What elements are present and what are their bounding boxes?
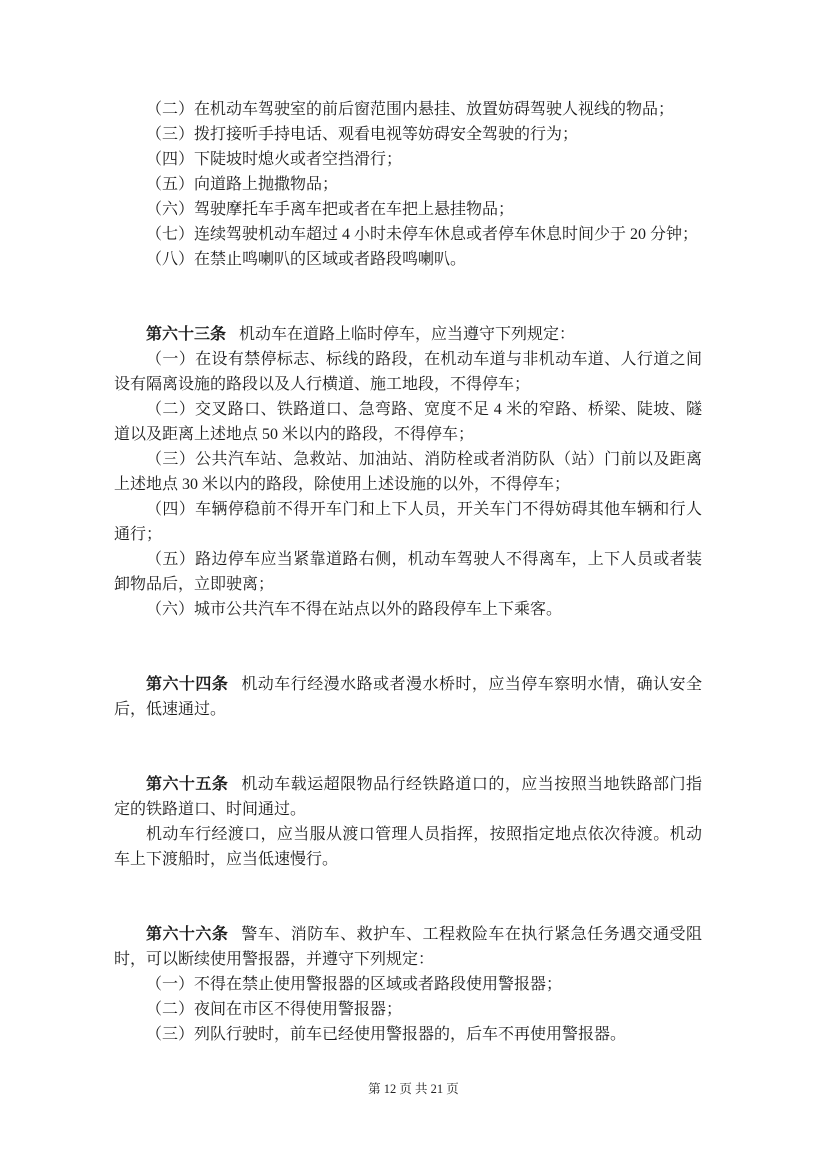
article-65-number: 第六十五条 (146, 776, 229, 793)
list-item: （一）在设有禁停标志、标线的路段，在机动车道与非机动车道、人行道之间设有隔离设施的路段以及人行横道、施工地段，不得停车； (114, 351, 702, 393)
list-item: （五）路边停车应当紧靠道路右侧，机动车驾驶人不得离车，上下人员或者装卸物品后，立即驶离； (114, 551, 702, 593)
list-item: （三）公共汽车站、急救站、加油站、消防栓或者消防队（站）门前以及距离上述地点 30 米以内的路段，除使用上述设施的以外，不得停车； (114, 451, 702, 493)
article-64-text: 机动车行经漫水路或者漫水桥时，应当停车察明水情，确认安全后，低速通过。 (114, 676, 702, 718)
article-65-paragraph-2: 机动车行经渡口，应当服从渡口管理人员指挥，按照指定地点依次待渡。机动车上下渡船时，应当低速慢行。 (114, 826, 702, 868)
article-64-number: 第六十四条 (146, 676, 229, 693)
list-item: （四）下陡坡时熄火或者空挡滑行； (146, 151, 403, 168)
list-item: （三）列队行驶时，前车已经使用警报器的，后车不再使用警报器。 (146, 1026, 627, 1043)
list-item: （三）拨打接听手持电话、观看电视等妨碍安全驾驶的行为； (146, 126, 579, 143)
page-number-text: 第 12 页 共 21 页 (368, 1082, 459, 1096)
list-item: （二）夜间在市区不得使用警报器； (146, 1001, 403, 1018)
list-item: （一）不得在禁止使用警报器的区域或者路段使用警报器； (146, 976, 563, 993)
article-63-number: 第六十三条 (146, 326, 227, 343)
list-item: （六）驾驶摩托车手离车把或者在车把上悬挂物品； (146, 201, 515, 218)
list-item: （七）连续驾驶机动车超过 4 小时未停车休息或者停车休息时间少于 20 分钟； (146, 226, 699, 243)
article-66-heading (114, 922, 702, 972)
list-item: （五）向道路上抛撒物品； (146, 176, 339, 193)
list-item: （四）车辆停稳前不得开车门和上下人员，开关车门不得妨碍其他车辆和行人通行； (114, 501, 702, 543)
article-64-paragraph (114, 672, 702, 722)
list-item: （八）在禁止鸣喇叭的区域或者路段鸣喇叭。 (146, 251, 467, 268)
page-footer (0, 1080, 827, 1098)
list-item: （六）城市公共汽车不得在站点以外的路段停车上下乘客。 (146, 601, 563, 618)
list-item: （二）交叉路口、铁路道口、急弯路、宽度不足 4 米的窄路、桥梁、陡坡、隧道以及距离上述地点 50 米以内的路段，不得停车； (114, 401, 702, 443)
article-65-text: 机动车载运超限物品行经铁路道口的，应当按照当地铁路部门指定的铁路道口、时间通过。 (114, 776, 702, 818)
list-item: （二）在机动车驾驶室的前后窗范围内悬挂、放置妨碍驾驶人视线的物品； (146, 101, 675, 118)
article-65-paragraph (114, 772, 702, 822)
article-63-heading (114, 322, 702, 347)
article-66-number: 第六十六条 (146, 926, 229, 943)
article-63-intro: 机动车在道路上临时停车，应当遵守下列规定： (239, 326, 576, 343)
article-66-intro: 警车、消防车、救护车、工程救险车在执行紧急任务遇交通受阻时，可以断续使用警报器，并遵守下列规定： (114, 926, 702, 968)
